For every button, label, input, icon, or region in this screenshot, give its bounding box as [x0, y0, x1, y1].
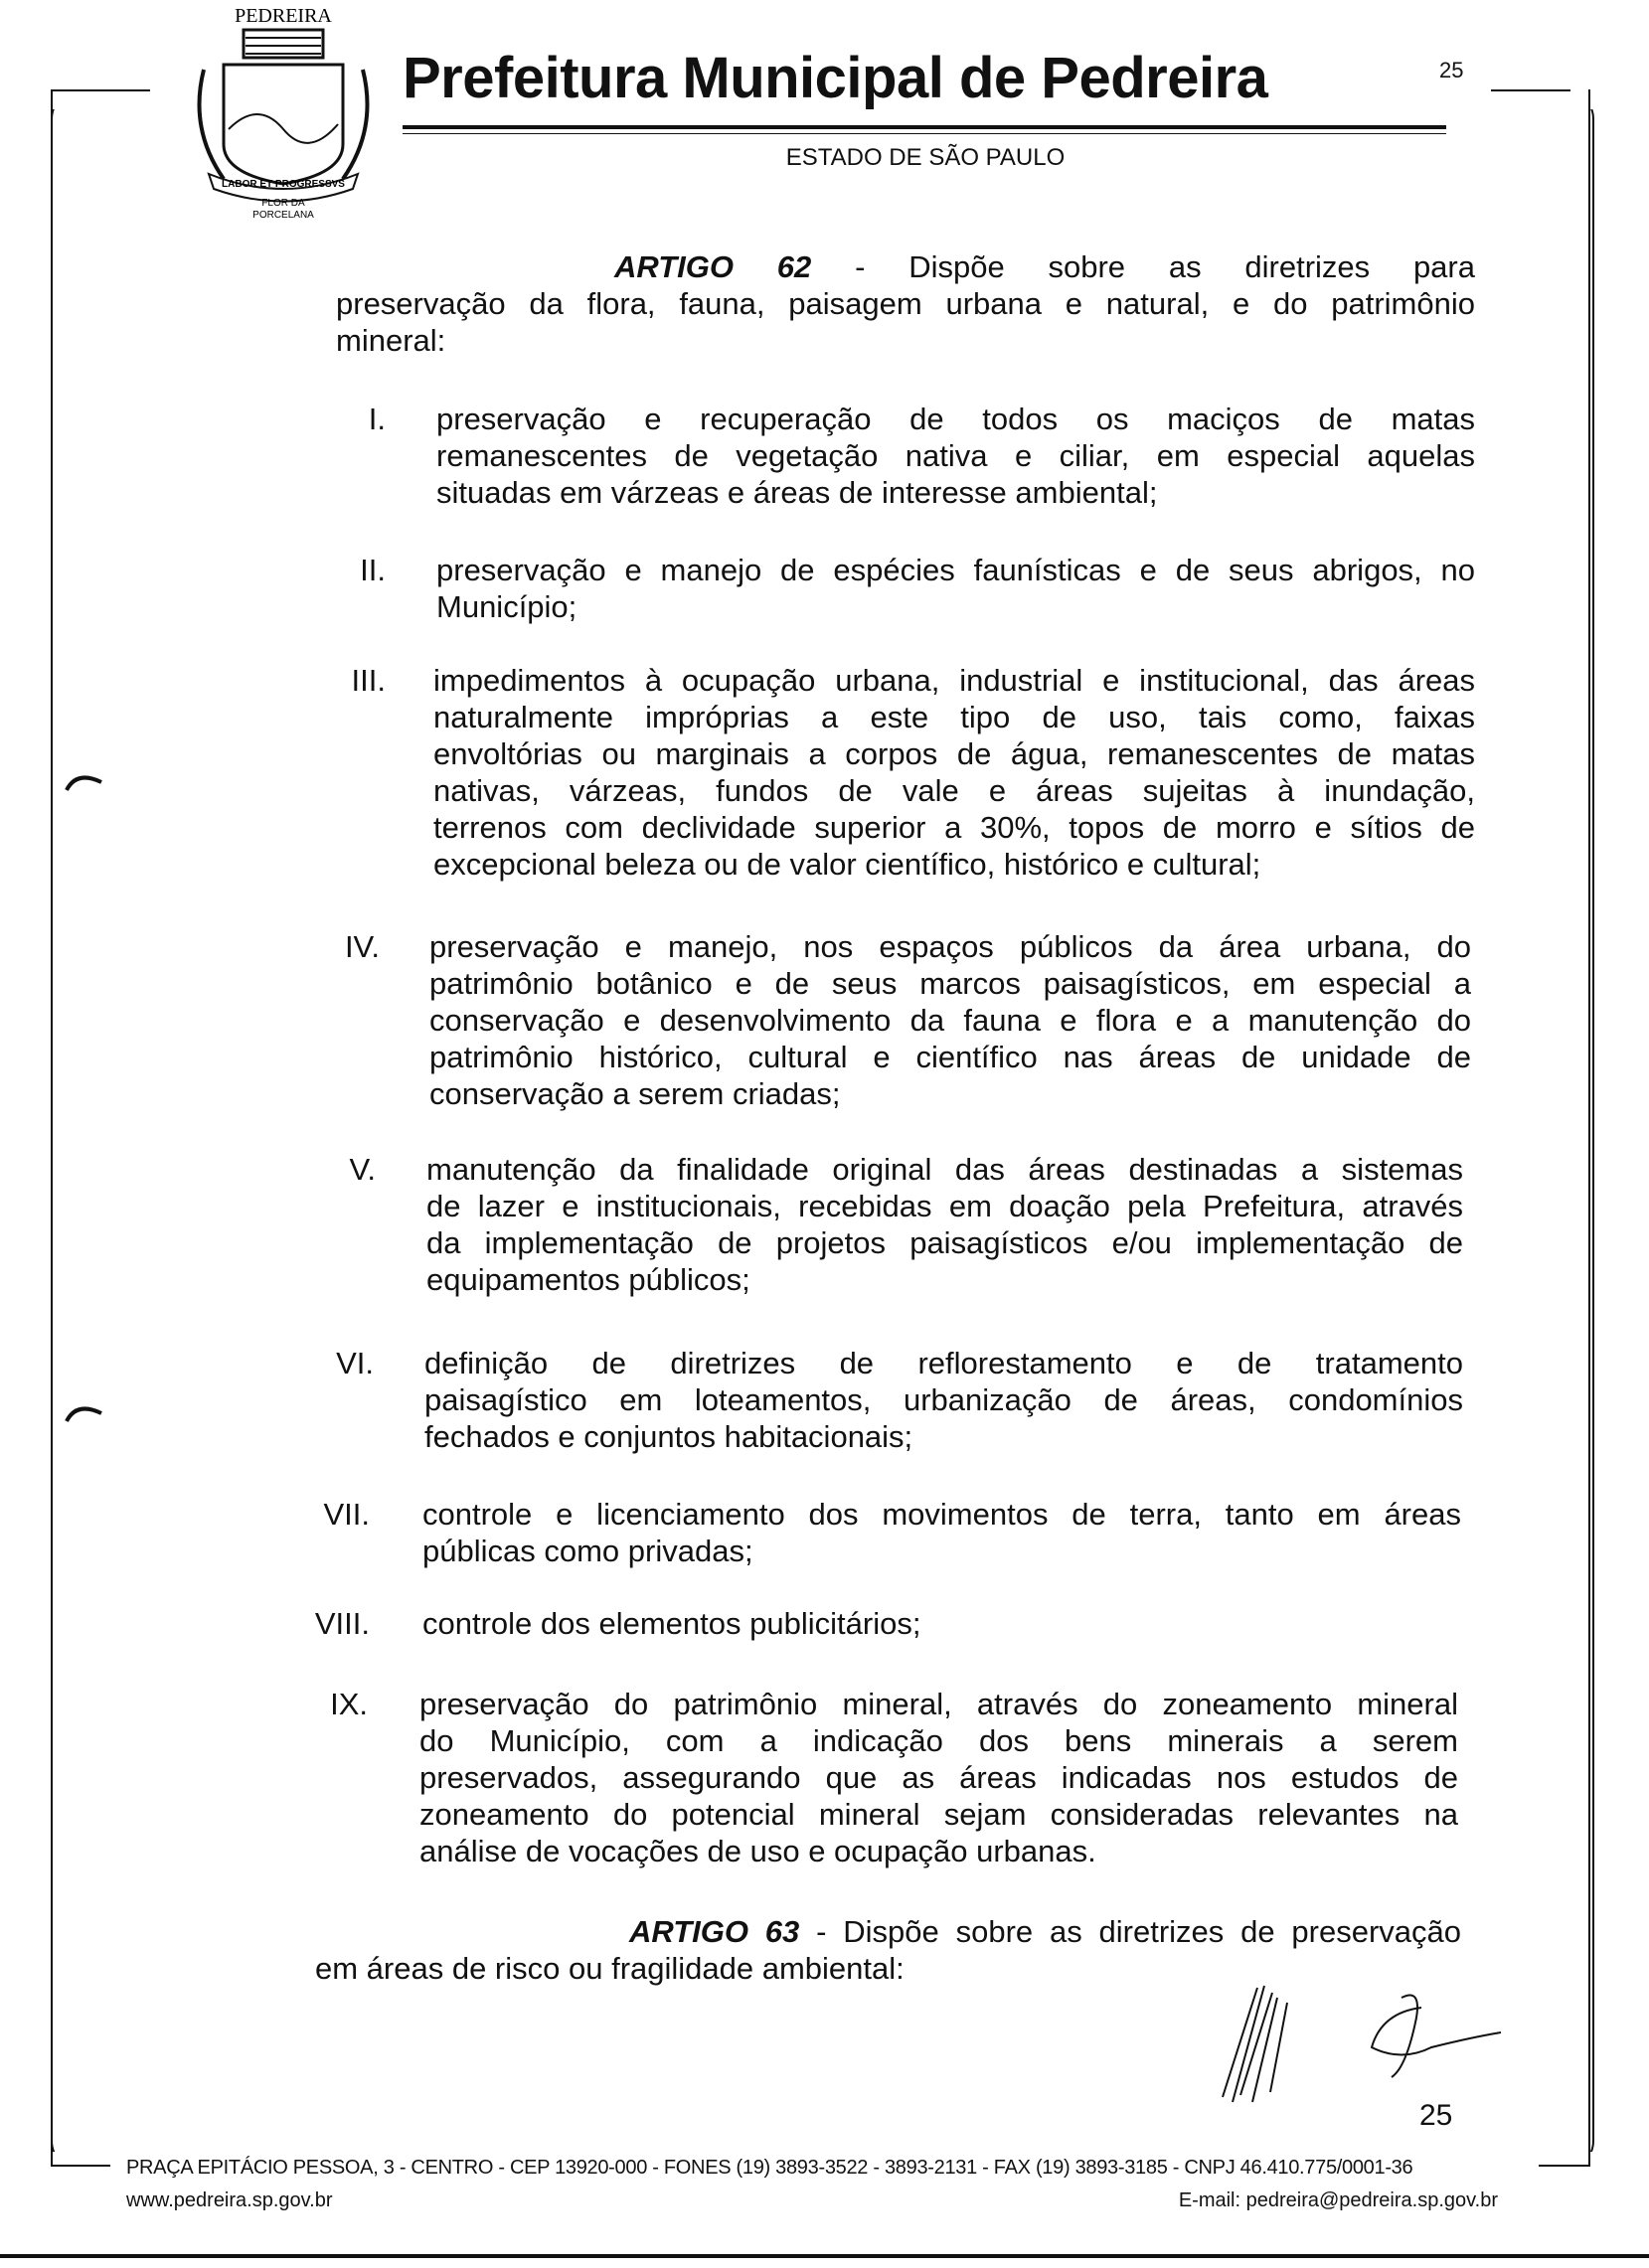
item-numeral: I. [368, 402, 386, 436]
list-item-9 [419, 1686, 1458, 1869]
text-line-content: preservação da flora, fauna, paisagem urbana e natural, e do patrimônio [336, 286, 1475, 321]
text-line-content: zoneamento do potencial mineral sejam consideradas relevantes na [419, 1797, 1458, 1832]
text-line [336, 285, 1475, 322]
text-line-content: nativas, várzeas, fundos de vale e áreas sujeitas à inundação, [433, 773, 1475, 808]
text-line [419, 1722, 1458, 1759]
list-item-1 [436, 401, 1475, 511]
text-line [429, 928, 1471, 965]
svg-text:PEDREIRA: PEDREIRA [235, 5, 332, 27]
text-line [433, 735, 1475, 772]
text-line [419, 1686, 1458, 1722]
item-numeral: III. [351, 663, 386, 698]
list-item-5 [426, 1151, 1463, 1298]
text-line [433, 809, 1475, 846]
text-line [436, 437, 1475, 474]
text-line-content: equipamentos públicos; [426, 1262, 750, 1297]
text-line [419, 1759, 1458, 1796]
page-title: Prefeitura Municipal de Pedreira [403, 46, 1268, 110]
header-rule-thin [403, 133, 1446, 134]
text-line-content: paisagístico em loteamentos, urbanização de áreas, condomínios [424, 1382, 1463, 1417]
text-line-content: preservação e manejo, nos espaços públicos da área urbana, do [429, 929, 1471, 964]
text-line-content: conservação a serem criadas; [429, 1076, 841, 1111]
text-line-content: excepcional beleza ou de valor científico, histórico e cultural; [433, 847, 1261, 882]
text-line [424, 1345, 1463, 1381]
list-item-3 [433, 662, 1475, 883]
page-superscript: 25 [1439, 58, 1464, 82]
text-line-content: preservação e recuperação de todos os maciços de matas [436, 402, 1475, 436]
text-line-content: manutenção da finalidade original das áreas destinadas a sistemas [426, 1152, 1463, 1187]
state-subtitle: ESTADO DE SÃO PAULO [785, 144, 1066, 171]
margin-mark-icon [62, 765, 111, 795]
article-63 [315, 1913, 1461, 1987]
article-62 [336, 248, 1475, 359]
text-line [433, 662, 1475, 699]
text-line-content: controle dos elementos publicitários; [422, 1606, 921, 1641]
text-line-content: patrimônio histórico, cultural e científico nas áreas de unidade de [429, 1040, 1471, 1074]
text-line [424, 1418, 1463, 1455]
footer-website[interactable]: www.pedreira.sp.gov.br [126, 2189, 333, 2211]
article-heading: ARTIGO 63 [629, 1914, 800, 1949]
footer-address: PRAÇA EPITÁCIO PESSOA, 3 - CENTRO - CEP 13920-000 - FONES (19) 3893-3522 - 3893-2131 - FAX (19) 3893-3185 - CNPJ 46.410.775/0001-36 [126, 2157, 1413, 2179]
text-line-content: definição de diretrizes de reflorestamento e de tratamento [424, 1346, 1463, 1380]
text-line-content: controle e licenciamento dos movimentos de terra, tanto em áreas [422, 1497, 1461, 1532]
text-line [426, 1151, 1463, 1188]
text-line [422, 1496, 1461, 1533]
text-line [436, 401, 1475, 437]
text-line [336, 322, 1475, 359]
text-line-content: impedimentos à ocupação urbana, industrial e institucional, das áreas [433, 663, 1475, 698]
text-line-content: envoltórias ou marginais a corpos de água, remanescentes de matas [433, 736, 1475, 771]
text-line-content: - Dispõe sobre as diretrizes de preservação [799, 1914, 1461, 1949]
text-line [433, 846, 1475, 883]
text-line-content: - Dispõe sobre as diretrizes para [811, 249, 1475, 284]
item-numeral: V. [349, 1152, 376, 1187]
text-line [426, 1224, 1463, 1261]
text-line-content: naturalmente impróprias a este tipo de uso, tais como, faixas [433, 700, 1475, 734]
text-line [422, 1533, 1461, 1569]
text-line-content: fechados e conjuntos habitacionais; [424, 1419, 913, 1454]
text-line-content: terrenos com declividade superior a 30%, topos de morro e sítios de [433, 810, 1475, 845]
text-line-content: Município; [436, 589, 577, 624]
text-line [419, 1796, 1458, 1833]
text-line [429, 1002, 1471, 1039]
text-line-content: em áreas de risco ou fragilidade ambiental: [315, 1951, 905, 1986]
text-line [429, 1039, 1471, 1075]
text-line [436, 588, 1475, 625]
text-line-content: remanescentes de vegetação nativa e ciliar, em especial aquelas [436, 438, 1475, 473]
text-line [629, 1913, 1461, 1950]
text-line [429, 1075, 1471, 1112]
text-line [436, 552, 1475, 588]
margin-mark-icon [62, 1396, 111, 1426]
article-heading: ARTIGO 62 [614, 249, 812, 284]
text-line [426, 1188, 1463, 1224]
text-line-content: situadas em várzeas e áreas de interesse ambiental; [436, 475, 1158, 510]
text-line-content: preservação e manejo de espécies faunísticas e de seus abrigos, no [436, 553, 1475, 587]
text-line-content: conservação e desenvolvimento da fauna e flora e a manutenção do [429, 1003, 1471, 1038]
item-numeral: II. [360, 553, 386, 587]
header-rule [403, 125, 1446, 129]
text-line-content: preservados, assegurando que as áreas indicadas nos estudos de [419, 1760, 1458, 1795]
text-line [424, 1381, 1463, 1418]
text-line-content: do Município, com a indicação dos bens minerais a serem [419, 1723, 1458, 1758]
list-item-2 [436, 552, 1475, 625]
text-line-content: preservação do patrimônio mineral, através do zoneamento mineral [419, 1687, 1458, 1721]
list-item-7 [422, 1496, 1461, 1569]
item-numeral: VII. [323, 1497, 370, 1532]
item-numeral: IV. [344, 929, 380, 964]
text-line-content: públicas como privadas; [422, 1534, 753, 1568]
text-line [436, 474, 1475, 511]
svg-text:LABOR ET PROGRESSVS: LABOR ET PROGRESSVS [222, 179, 345, 190]
item-numeral: VIII. [314, 1606, 370, 1641]
text-line [422, 1605, 1461, 1642]
item-numeral: IX. [330, 1687, 368, 1721]
text-line [429, 965, 1471, 1002]
handwritten-signatures [1213, 1978, 1590, 2107]
bottom-rule [0, 2254, 1649, 2258]
page-number: 25 [1419, 2099, 1453, 2132]
text-line-content: da implementação de projetos paisagísticos e/ou implementação de [426, 1225, 1463, 1260]
text-line-content: mineral: [336, 323, 446, 358]
item-numeral: VI. [336, 1346, 374, 1380]
text-line [614, 248, 1475, 285]
text-line [433, 699, 1475, 735]
text-line-content: patrimônio botânico e de seus marcos paisagísticos, em especial a [429, 966, 1471, 1001]
text-line-content: de lazer e institucionais, recebidas em doação pela Prefeitura, através [426, 1189, 1463, 1223]
footer-email[interactable]: E-mail: pedreira@pedreira.sp.gov.br [1178, 2189, 1498, 2211]
text-line [426, 1261, 1463, 1298]
text-line [419, 1833, 1458, 1869]
list-item-4 [429, 928, 1471, 1112]
text-line [433, 772, 1475, 809]
list-item-8 [422, 1605, 1461, 1642]
svg-text:PORCELANA: PORCELANA [252, 210, 314, 221]
text-line-content: análise de vocações de uso e ocupação urbanas. [419, 1834, 1096, 1868]
list-item-6 [424, 1345, 1463, 1455]
municipal-coat-of-arms-logo [184, 0, 383, 224]
svg-text:FLOR DA: FLOR DA [261, 198, 305, 209]
